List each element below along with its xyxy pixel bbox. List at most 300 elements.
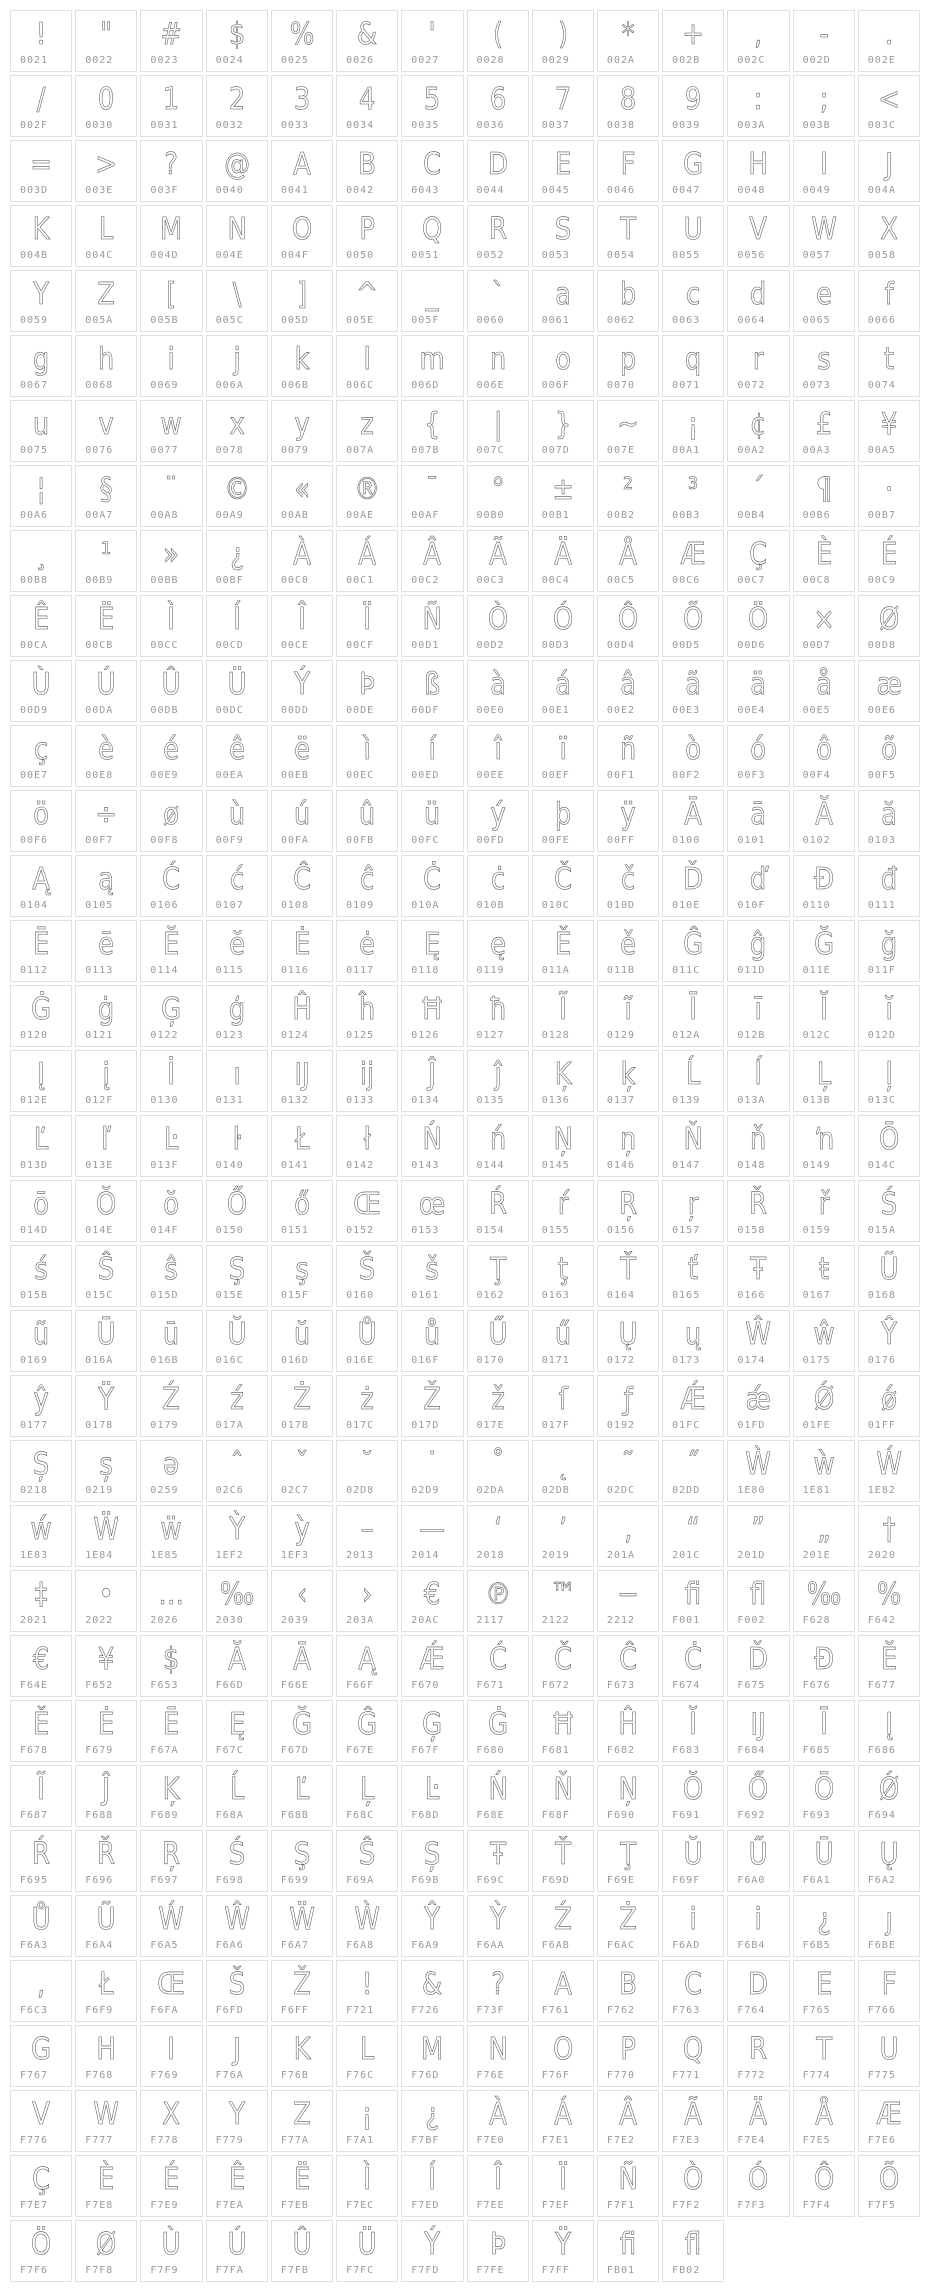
glyph-cell[interactable] bbox=[401, 335, 463, 397]
glyph-cell[interactable] bbox=[206, 1115, 268, 1177]
glyph-cell[interactable] bbox=[10, 465, 72, 527]
glyph-cell[interactable] bbox=[336, 1570, 398, 1632]
glyph-cell[interactable] bbox=[271, 1895, 333, 1957]
glyph-cell[interactable] bbox=[10, 1050, 72, 1112]
glyph-cell[interactable] bbox=[793, 725, 855, 787]
glyph-cell[interactable] bbox=[858, 75, 920, 137]
glyph-cell[interactable] bbox=[532, 1960, 594, 2022]
glyph-cell[interactable] bbox=[271, 595, 333, 657]
glyph-cell[interactable] bbox=[336, 595, 398, 657]
glyph-cell[interactable] bbox=[727, 270, 789, 332]
glyph-cell[interactable] bbox=[401, 1570, 463, 1632]
glyph-cell[interactable] bbox=[467, 2155, 529, 2217]
glyph-cell[interactable] bbox=[271, 725, 333, 787]
glyph-cell[interactable] bbox=[336, 855, 398, 917]
glyph-cell[interactable] bbox=[140, 205, 202, 267]
glyph-cell[interactable] bbox=[10, 335, 72, 397]
glyph-cell[interactable] bbox=[336, 10, 398, 72]
glyph-cell[interactable] bbox=[858, 1635, 920, 1697]
glyph-cell[interactable] bbox=[401, 855, 463, 917]
glyph-cell[interactable] bbox=[401, 1245, 463, 1307]
glyph-cell[interactable] bbox=[727, 1050, 789, 1112]
glyph-cell[interactable] bbox=[532, 1700, 594, 1762]
glyph-cell[interactable] bbox=[206, 1895, 268, 1957]
glyph-cell[interactable] bbox=[336, 335, 398, 397]
glyph-cell[interactable] bbox=[206, 1440, 268, 1502]
glyph-cell[interactable] bbox=[597, 270, 659, 332]
glyph-cell[interactable] bbox=[206, 1375, 268, 1437]
glyph-cell[interactable] bbox=[401, 1180, 463, 1242]
glyph-cell[interactable] bbox=[336, 790, 398, 852]
glyph-cell[interactable] bbox=[206, 920, 268, 982]
glyph-cell[interactable] bbox=[10, 1115, 72, 1177]
glyph-cell[interactable] bbox=[75, 2155, 137, 2217]
glyph-cell[interactable] bbox=[467, 985, 529, 1047]
glyph-cell[interactable] bbox=[206, 660, 268, 722]
glyph-cell[interactable] bbox=[467, 2025, 529, 2087]
glyph-cell[interactable] bbox=[727, 2155, 789, 2217]
glyph-cell[interactable] bbox=[140, 10, 202, 72]
glyph-cell[interactable] bbox=[336, 1245, 398, 1307]
glyph-cell[interactable] bbox=[206, 400, 268, 462]
glyph-cell[interactable] bbox=[597, 595, 659, 657]
glyph-cell[interactable] bbox=[597, 335, 659, 397]
glyph-cell[interactable] bbox=[793, 75, 855, 137]
glyph-cell[interactable] bbox=[467, 1505, 529, 1567]
glyph-cell[interactable] bbox=[727, 1440, 789, 1502]
glyph-cell[interactable] bbox=[662, 270, 724, 332]
glyph-cell[interactable] bbox=[727, 1765, 789, 1827]
glyph-cell[interactable] bbox=[336, 1765, 398, 1827]
glyph-cell[interactable] bbox=[140, 2090, 202, 2152]
glyph-cell[interactable] bbox=[271, 530, 333, 592]
glyph-cell[interactable] bbox=[75, 1310, 137, 1372]
glyph-cell[interactable] bbox=[662, 1245, 724, 1307]
glyph-cell[interactable] bbox=[858, 660, 920, 722]
glyph-cell[interactable] bbox=[401, 270, 463, 332]
glyph-cell[interactable] bbox=[206, 140, 268, 202]
glyph-cell[interactable] bbox=[858, 1830, 920, 1892]
glyph-cell[interactable] bbox=[206, 1505, 268, 1567]
glyph-cell[interactable] bbox=[336, 1440, 398, 1502]
glyph-cell[interactable] bbox=[597, 1245, 659, 1307]
glyph-cell[interactable] bbox=[75, 1245, 137, 1307]
glyph-cell[interactable] bbox=[10, 400, 72, 462]
glyph-cell[interactable] bbox=[401, 465, 463, 527]
glyph-cell[interactable] bbox=[271, 270, 333, 332]
glyph-cell[interactable] bbox=[597, 75, 659, 137]
glyph-cell[interactable] bbox=[858, 400, 920, 462]
glyph-cell[interactable] bbox=[271, 1635, 333, 1697]
glyph-cell[interactable] bbox=[727, 1895, 789, 1957]
glyph-cell[interactable] bbox=[793, 1895, 855, 1957]
glyph-cell[interactable] bbox=[858, 1765, 920, 1827]
glyph-cell[interactable] bbox=[206, 1570, 268, 1632]
glyph-cell[interactable] bbox=[140, 1635, 202, 1697]
glyph-cell[interactable] bbox=[662, 465, 724, 527]
glyph-cell[interactable] bbox=[271, 985, 333, 1047]
glyph-cell[interactable] bbox=[206, 2155, 268, 2217]
glyph-cell[interactable] bbox=[662, 10, 724, 72]
glyph-cell[interactable] bbox=[858, 1570, 920, 1632]
glyph-cell[interactable] bbox=[532, 400, 594, 462]
glyph-cell[interactable] bbox=[793, 1765, 855, 1827]
glyph-cell[interactable] bbox=[532, 1830, 594, 1892]
glyph-cell[interactable] bbox=[662, 1310, 724, 1372]
glyph-cell[interactable] bbox=[662, 2025, 724, 2087]
glyph-cell[interactable] bbox=[10, 2220, 72, 2282]
glyph-cell[interactable] bbox=[75, 1830, 137, 1892]
glyph-cell[interactable] bbox=[206, 205, 268, 267]
glyph-cell[interactable] bbox=[727, 1960, 789, 2022]
glyph-cell[interactable] bbox=[271, 1115, 333, 1177]
glyph-cell[interactable] bbox=[401, 10, 463, 72]
glyph-cell[interactable] bbox=[401, 1830, 463, 1892]
glyph-cell[interactable] bbox=[75, 855, 137, 917]
glyph-cell[interactable] bbox=[532, 465, 594, 527]
glyph-cell[interactable] bbox=[727, 1830, 789, 1892]
glyph-cell[interactable] bbox=[271, 1310, 333, 1372]
glyph-cell[interactable] bbox=[597, 1180, 659, 1242]
glyph-cell[interactable] bbox=[10, 1830, 72, 1892]
glyph-cell[interactable] bbox=[532, 1635, 594, 1697]
glyph-cell[interactable] bbox=[597, 140, 659, 202]
glyph-cell[interactable] bbox=[75, 2220, 137, 2282]
glyph-cell[interactable] bbox=[336, 1180, 398, 1242]
glyph-cell[interactable] bbox=[75, 140, 137, 202]
glyph-cell[interactable] bbox=[336, 1115, 398, 1177]
glyph-cell[interactable] bbox=[140, 465, 202, 527]
glyph-cell[interactable] bbox=[532, 2155, 594, 2217]
glyph-cell[interactable] bbox=[597, 985, 659, 1047]
glyph-cell[interactable] bbox=[597, 400, 659, 462]
glyph-cell[interactable] bbox=[401, 1895, 463, 1957]
glyph-cell[interactable] bbox=[532, 595, 594, 657]
glyph-cell[interactable] bbox=[467, 270, 529, 332]
glyph-cell[interactable] bbox=[858, 530, 920, 592]
glyph-cell[interactable] bbox=[662, 1505, 724, 1567]
glyph-cell[interactable] bbox=[727, 335, 789, 397]
glyph-cell[interactable] bbox=[401, 1635, 463, 1697]
glyph-cell[interactable] bbox=[401, 1115, 463, 1177]
glyph-cell[interactable] bbox=[75, 725, 137, 787]
glyph-cell[interactable] bbox=[10, 2025, 72, 2087]
glyph-cell[interactable] bbox=[401, 790, 463, 852]
glyph-cell[interactable] bbox=[793, 1115, 855, 1177]
glyph-cell[interactable] bbox=[336, 75, 398, 137]
glyph-cell[interactable] bbox=[858, 1375, 920, 1437]
glyph-cell[interactable] bbox=[597, 2155, 659, 2217]
glyph-cell[interactable] bbox=[75, 595, 137, 657]
glyph-cell[interactable] bbox=[140, 1700, 202, 1762]
glyph-cell[interactable] bbox=[10, 1570, 72, 1632]
glyph-cell[interactable] bbox=[662, 335, 724, 397]
glyph-cell[interactable] bbox=[662, 920, 724, 982]
glyph-cell[interactable] bbox=[10, 205, 72, 267]
glyph-cell[interactable] bbox=[467, 855, 529, 917]
glyph-cell[interactable] bbox=[858, 2090, 920, 2152]
glyph-cell[interactable] bbox=[401, 725, 463, 787]
glyph-cell[interactable] bbox=[467, 1375, 529, 1437]
glyph-cell[interactable] bbox=[75, 1960, 137, 2022]
glyph-cell[interactable] bbox=[467, 1440, 529, 1502]
glyph-cell[interactable] bbox=[727, 1115, 789, 1177]
glyph-cell[interactable] bbox=[793, 530, 855, 592]
glyph-cell[interactable] bbox=[532, 2025, 594, 2087]
glyph-cell[interactable] bbox=[140, 270, 202, 332]
glyph-cell[interactable] bbox=[793, 2090, 855, 2152]
glyph-cell[interactable] bbox=[271, 2220, 333, 2282]
glyph-cell[interactable] bbox=[467, 595, 529, 657]
glyph-cell[interactable] bbox=[140, 1960, 202, 2022]
glyph-cell[interactable] bbox=[727, 205, 789, 267]
glyph-cell[interactable] bbox=[532, 790, 594, 852]
glyph-cell[interactable] bbox=[532, 1310, 594, 1372]
glyph-cell[interactable] bbox=[206, 790, 268, 852]
glyph-cell[interactable] bbox=[597, 790, 659, 852]
glyph-cell[interactable] bbox=[597, 1635, 659, 1697]
glyph-cell[interactable] bbox=[597, 1115, 659, 1177]
glyph-cell[interactable] bbox=[727, 75, 789, 137]
glyph-cell[interactable] bbox=[793, 1050, 855, 1112]
glyph-cell[interactable] bbox=[271, 1505, 333, 1567]
glyph-cell[interactable] bbox=[597, 855, 659, 917]
glyph-cell[interactable] bbox=[727, 985, 789, 1047]
glyph-cell[interactable] bbox=[662, 985, 724, 1047]
glyph-cell[interactable] bbox=[75, 1440, 137, 1502]
glyph-cell[interactable] bbox=[727, 1180, 789, 1242]
glyph-cell[interactable] bbox=[858, 2155, 920, 2217]
glyph-cell[interactable] bbox=[727, 530, 789, 592]
glyph-cell[interactable] bbox=[858, 920, 920, 982]
glyph-cell[interactable] bbox=[662, 400, 724, 462]
glyph-cell[interactable] bbox=[10, 790, 72, 852]
glyph-cell[interactable] bbox=[793, 660, 855, 722]
glyph-cell[interactable] bbox=[467, 920, 529, 982]
glyph-cell[interactable] bbox=[10, 2090, 72, 2152]
glyph-cell[interactable] bbox=[727, 790, 789, 852]
glyph-cell[interactable] bbox=[401, 1050, 463, 1112]
glyph-cell[interactable] bbox=[597, 2090, 659, 2152]
glyph-cell[interactable] bbox=[75, 1570, 137, 1632]
glyph-cell[interactable] bbox=[727, 140, 789, 202]
glyph-cell[interactable] bbox=[532, 1245, 594, 1307]
glyph-cell[interactable] bbox=[727, 10, 789, 72]
glyph-cell[interactable] bbox=[271, 920, 333, 982]
glyph-cell[interactable] bbox=[532, 2090, 594, 2152]
glyph-cell[interactable] bbox=[401, 1375, 463, 1437]
glyph-cell[interactable] bbox=[662, 1960, 724, 2022]
glyph-cell[interactable] bbox=[532, 1570, 594, 1632]
glyph-cell[interactable] bbox=[467, 1115, 529, 1177]
glyph-cell[interactable] bbox=[140, 335, 202, 397]
glyph-cell[interactable] bbox=[793, 1570, 855, 1632]
glyph-cell[interactable] bbox=[662, 660, 724, 722]
glyph-cell[interactable] bbox=[597, 10, 659, 72]
glyph-cell[interactable] bbox=[662, 2155, 724, 2217]
glyph-cell[interactable] bbox=[10, 1700, 72, 1762]
glyph-cell[interactable] bbox=[271, 1375, 333, 1437]
glyph-cell[interactable] bbox=[662, 1635, 724, 1697]
glyph-cell[interactable] bbox=[467, 335, 529, 397]
glyph-cell[interactable] bbox=[336, 400, 398, 462]
glyph-cell[interactable] bbox=[75, 1505, 137, 1567]
glyph-cell[interactable] bbox=[467, 1765, 529, 1827]
glyph-cell[interactable] bbox=[401, 140, 463, 202]
glyph-cell[interactable] bbox=[75, 985, 137, 1047]
glyph-cell[interactable] bbox=[336, 725, 398, 787]
glyph-cell[interactable] bbox=[597, 530, 659, 592]
glyph-cell[interactable] bbox=[467, 465, 529, 527]
glyph-cell[interactable] bbox=[467, 660, 529, 722]
glyph-cell[interactable] bbox=[336, 2025, 398, 2087]
glyph-cell[interactable] bbox=[10, 1505, 72, 1567]
glyph-cell[interactable] bbox=[597, 465, 659, 527]
glyph-cell[interactable] bbox=[467, 1050, 529, 1112]
glyph-cell[interactable] bbox=[597, 1960, 659, 2022]
glyph-cell[interactable] bbox=[532, 1050, 594, 1112]
glyph-cell[interactable] bbox=[597, 1310, 659, 1372]
glyph-cell[interactable] bbox=[727, 1505, 789, 1567]
glyph-cell[interactable] bbox=[336, 920, 398, 982]
glyph-cell[interactable] bbox=[336, 205, 398, 267]
glyph-cell[interactable] bbox=[858, 335, 920, 397]
glyph-cell[interactable] bbox=[401, 595, 463, 657]
glyph-cell[interactable] bbox=[467, 1700, 529, 1762]
glyph-cell[interactable] bbox=[467, 205, 529, 267]
glyph-cell[interactable] bbox=[467, 1245, 529, 1307]
glyph-cell[interactable] bbox=[532, 725, 594, 787]
glyph-cell[interactable] bbox=[597, 1895, 659, 1957]
glyph-cell[interactable] bbox=[401, 660, 463, 722]
glyph-cell[interactable] bbox=[206, 1180, 268, 1242]
glyph-cell[interactable] bbox=[140, 725, 202, 787]
glyph-cell[interactable] bbox=[793, 465, 855, 527]
glyph-cell[interactable] bbox=[793, 985, 855, 1047]
glyph-cell[interactable] bbox=[467, 1830, 529, 1892]
glyph-cell[interactable] bbox=[858, 10, 920, 72]
glyph-cell[interactable] bbox=[401, 1960, 463, 2022]
glyph-cell[interactable] bbox=[401, 205, 463, 267]
glyph-cell[interactable] bbox=[401, 2220, 463, 2282]
glyph-cell[interactable] bbox=[793, 1830, 855, 1892]
glyph-cell[interactable] bbox=[401, 1505, 463, 1567]
glyph-cell[interactable] bbox=[858, 1700, 920, 1762]
glyph-cell[interactable] bbox=[206, 1310, 268, 1372]
glyph-cell[interactable] bbox=[10, 1440, 72, 1502]
glyph-cell[interactable] bbox=[206, 75, 268, 137]
glyph-cell[interactable] bbox=[10, 10, 72, 72]
glyph-cell[interactable] bbox=[140, 595, 202, 657]
glyph-cell[interactable] bbox=[271, 1765, 333, 1827]
glyph-cell[interactable] bbox=[271, 1960, 333, 2022]
glyph-cell[interactable] bbox=[858, 790, 920, 852]
glyph-cell[interactable] bbox=[75, 1700, 137, 1762]
glyph-cell[interactable] bbox=[336, 1310, 398, 1372]
glyph-cell[interactable] bbox=[401, 920, 463, 982]
glyph-cell[interactable] bbox=[662, 1830, 724, 1892]
glyph-cell[interactable] bbox=[206, 530, 268, 592]
glyph-cell[interactable] bbox=[75, 465, 137, 527]
glyph-cell[interactable] bbox=[793, 2155, 855, 2217]
glyph-cell[interactable] bbox=[662, 1765, 724, 1827]
glyph-cell[interactable] bbox=[727, 1375, 789, 1437]
glyph-cell[interactable] bbox=[858, 140, 920, 202]
glyph-cell[interactable] bbox=[793, 1180, 855, 1242]
glyph-cell[interactable] bbox=[271, 2155, 333, 2217]
glyph-cell[interactable] bbox=[75, 270, 137, 332]
glyph-cell[interactable] bbox=[858, 1180, 920, 1242]
glyph-cell[interactable] bbox=[271, 1245, 333, 1307]
glyph-cell[interactable] bbox=[271, 790, 333, 852]
glyph-cell[interactable] bbox=[662, 1700, 724, 1762]
glyph-cell[interactable] bbox=[140, 985, 202, 1047]
glyph-cell[interactable] bbox=[10, 920, 72, 982]
glyph-cell[interactable] bbox=[401, 75, 463, 137]
glyph-cell[interactable] bbox=[793, 270, 855, 332]
glyph-cell[interactable] bbox=[597, 920, 659, 982]
glyph-cell[interactable] bbox=[75, 1115, 137, 1177]
glyph-cell[interactable] bbox=[206, 1245, 268, 1307]
glyph-cell[interactable] bbox=[10, 1180, 72, 1242]
glyph-cell[interactable] bbox=[727, 920, 789, 982]
glyph-cell[interactable] bbox=[401, 400, 463, 462]
glyph-cell[interactable] bbox=[597, 2220, 659, 2282]
glyph-cell[interactable] bbox=[662, 1440, 724, 1502]
glyph-cell[interactable] bbox=[662, 1180, 724, 1242]
glyph-cell[interactable] bbox=[140, 790, 202, 852]
glyph-cell[interactable] bbox=[140, 1050, 202, 1112]
glyph-cell[interactable] bbox=[10, 1375, 72, 1437]
glyph-cell[interactable] bbox=[467, 1635, 529, 1697]
glyph-cell[interactable] bbox=[10, 985, 72, 1047]
glyph-cell[interactable] bbox=[75, 1050, 137, 1112]
glyph-cell[interactable] bbox=[140, 1895, 202, 1957]
glyph-cell[interactable] bbox=[727, 725, 789, 787]
glyph-cell[interactable] bbox=[662, 1375, 724, 1437]
glyph-cell[interactable] bbox=[532, 530, 594, 592]
glyph-cell[interactable] bbox=[727, 595, 789, 657]
glyph-cell[interactable] bbox=[206, 335, 268, 397]
glyph-cell[interactable] bbox=[140, 855, 202, 917]
glyph-cell[interactable] bbox=[858, 270, 920, 332]
glyph-cell[interactable] bbox=[532, 1375, 594, 1437]
glyph-cell[interactable] bbox=[793, 400, 855, 462]
glyph-cell[interactable] bbox=[140, 1375, 202, 1437]
glyph-cell[interactable] bbox=[597, 1375, 659, 1437]
glyph-cell[interactable] bbox=[336, 2155, 398, 2217]
glyph-cell[interactable] bbox=[662, 530, 724, 592]
glyph-cell[interactable] bbox=[467, 1895, 529, 1957]
glyph-cell[interactable] bbox=[75, 1635, 137, 1697]
glyph-cell[interactable] bbox=[727, 1700, 789, 1762]
glyph-cell[interactable] bbox=[532, 1505, 594, 1567]
glyph-cell[interactable] bbox=[467, 790, 529, 852]
glyph-cell[interactable] bbox=[793, 1440, 855, 1502]
glyph-cell[interactable] bbox=[140, 1115, 202, 1177]
glyph-cell[interactable] bbox=[401, 1765, 463, 1827]
glyph-cell[interactable] bbox=[793, 1375, 855, 1437]
glyph-cell[interactable] bbox=[532, 1115, 594, 1177]
glyph-cell[interactable] bbox=[336, 1050, 398, 1112]
glyph-cell[interactable] bbox=[597, 1505, 659, 1567]
glyph-cell[interactable] bbox=[206, 1765, 268, 1827]
glyph-cell[interactable] bbox=[858, 1310, 920, 1372]
glyph-cell[interactable] bbox=[532, 10, 594, 72]
glyph-cell[interactable] bbox=[858, 205, 920, 267]
glyph-cell[interactable] bbox=[597, 1765, 659, 1827]
glyph-cell[interactable] bbox=[10, 2155, 72, 2217]
